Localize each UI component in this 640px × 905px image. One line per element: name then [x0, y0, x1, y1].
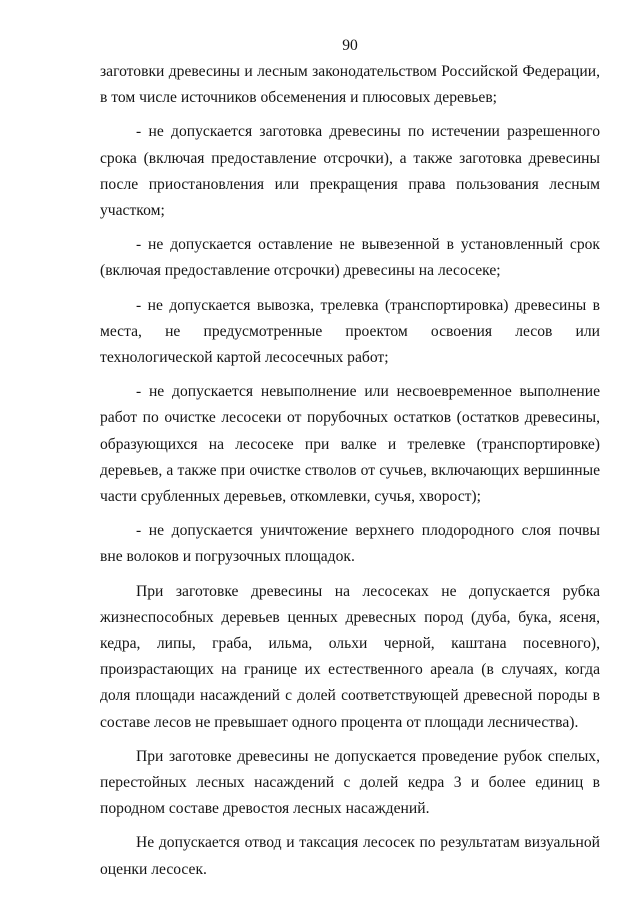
paragraph-item-soil-layer: - не допускается уничтожение верхнего плодородного слоя почвы вне волоков и погрузочных площадок. — [100, 522, 600, 566]
paragraph-item-left-wood: - не допускается оставление не вывезенной в установленный срок (включая предоставление отсрочки) древесины на лесосеке; — [100, 236, 600, 280]
paragraph-item-transport: - не допускается вывозка, трелевка (транспортировка) древесины в места, не предусмотренные проектом освоения лесов или технологической картой лесосечных работ; — [100, 296, 600, 367]
paragraph-item-cleanup: - не допускается невыполнение или несвоевременное выполнение работ по очистке лесосеки от порубочных остатков (остатков древесины, образующихся на лесосеке при валке и трелевке (транспортировке) деревьев, а также при очистке стволов от сучьев, включающих вершинные части срубленных деревьев, откомлевки, сучья, хворост); — [100, 383, 600, 506]
paragraph-cedar: При заготовке древесины не допускается проведение рубок спелых, перестойных лесных насаждений с долей кедра 3 и более единиц в породном составе древостоя лесных насаждений. — [100, 747, 600, 818]
paragraph-item-expired-term: - не допускается заготовка древесины по истечении разрешенного срока (включая предоставление отсрочки), а также заготовка древесины после приостановления или прекращения права пользования лесным участком; — [100, 123, 600, 220]
page-number: 90 — [342, 37, 358, 54]
paragraph-continuation: заготовки древесины и лесным законодательством Российской Федерации, в том числе источников обсеменения и плюсовых деревьев; — [100, 63, 600, 107]
paragraph-visual-assessment: Не допускается отвод и таксация лесосек по результатам визуальной оценки лесосек. — [100, 834, 600, 878]
paragraph-valuable-species: При заготовке древесины на лесосеках не допускается рубка жизнеспособных деревьев ценных древесных пород (дуба, бука, ясеня, кедра, липы, граба, ильма, ольхи черной, каштана посевного), произрастающих на границе их естественного ареала (в случаях, когда доля площади насаждений с долей соответствующей древесной породы в составе лесов не превышает одного процента от площади лесничества). — [100, 582, 600, 731]
